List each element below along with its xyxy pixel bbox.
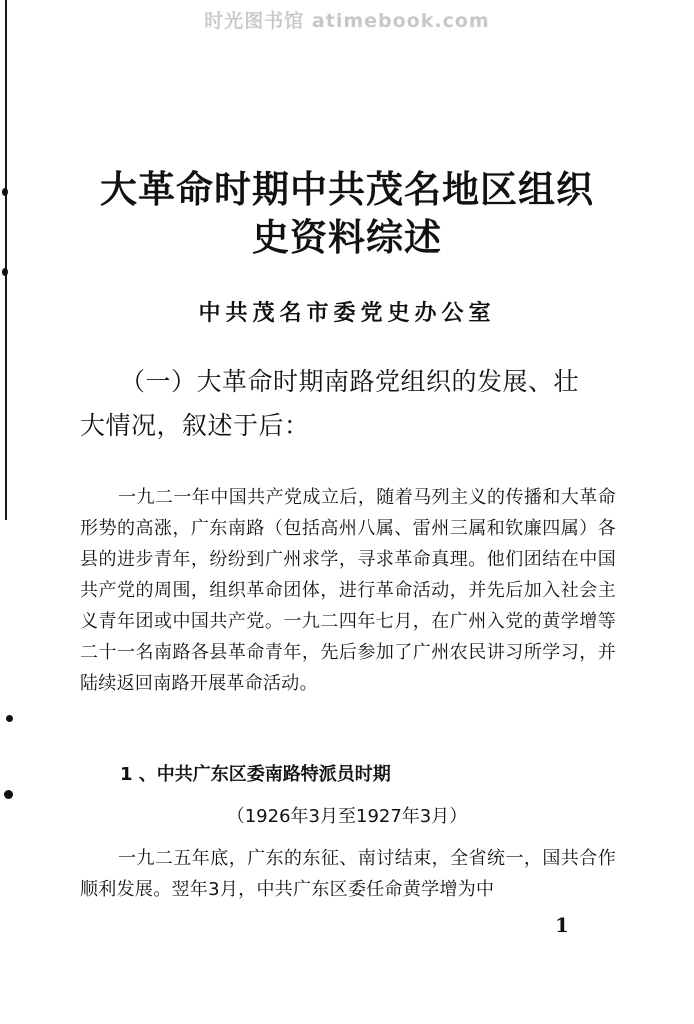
subsection-heading: 1 、中共广东区委南路特派员时期 (120, 764, 391, 785)
paragraph-1: 一九二一年中国共产党成立后，随着马列主义的传播和大革命形势的高涨，广东南路（包括高州八属、雷州三属和钦廉四属）各县的进步青年，纷纷到广州求学，寻求革命真理。他们团结在中国共产党的周围，组织革命团体，进行革命活动，并先后加入社会主义青年团或中国共产党。一九二四年七月，在广州入党的黄学增等二十一名南路各县革命青年，先后参加了广州农民讲习所学习，并陆续返回南路开展革命活动。 (80, 487, 616, 694)
section-heading-line-2: 大情况，叙述于后： (80, 411, 310, 440)
subsection-dates: （1926年3月至1927年3月） (226, 806, 468, 827)
scan-speck (2, 188, 8, 196)
section-heading-line-1: （一）大革命时期南路党组织的发展、壮 (120, 367, 580, 396)
author: 中共茂名市委党史办公室 (198, 301, 496, 326)
title-line-2: 史资料综述 (252, 216, 442, 259)
paragraph-2: 一九二五年底，广东的东征、南讨结束，全省统一，国共合作顺利发展。翌年3月，中共广东区委任命黄学增为中 (80, 848, 616, 900)
scan-speck (6, 715, 13, 722)
title-line-1: 大革命时期中共茂名地区组织 (100, 168, 594, 211)
page-number: 1 (555, 913, 569, 937)
scan-speck (2, 268, 8, 276)
scan-edge-line (5, 0, 7, 520)
scan-speck (4, 790, 13, 799)
watermark: 时光图书馆 atimebook.com (204, 10, 490, 32)
